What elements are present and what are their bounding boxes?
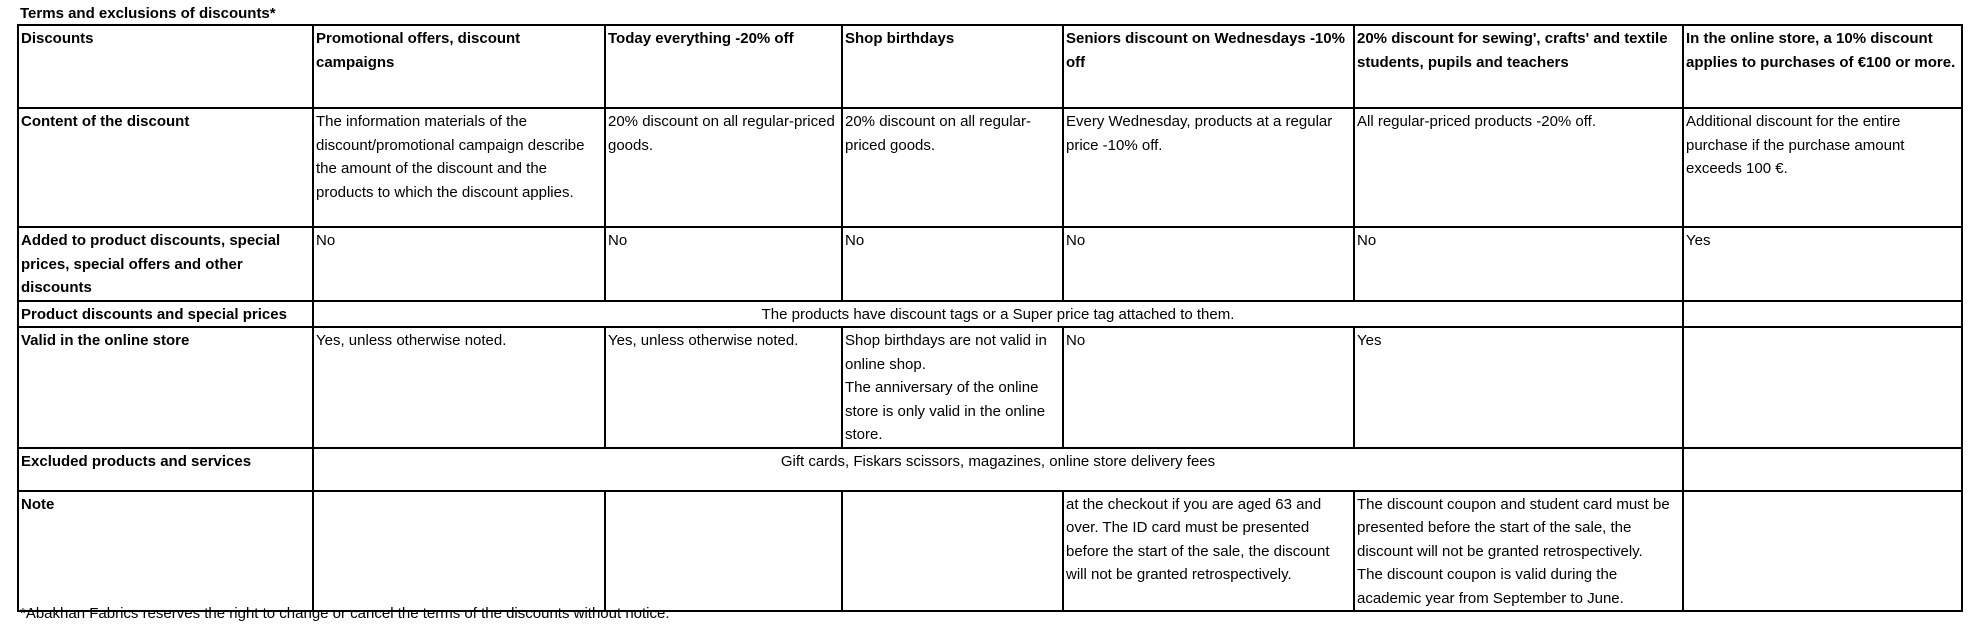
cell-note-seniors: at the checkout if you are aged 63 and over. The ID card must be presented before the start of the sale, the discount will not be granted retrospectively. <box>1063 491 1354 612</box>
header-seniors-discount: Seniors discount on Wednesdays -10% off <box>1063 25 1354 108</box>
discount-terms-table <box>17 24 1963 612</box>
cell-note-birthdays <box>842 491 1063 612</box>
footnote: *Abakhan Fabrics reserves the right to change or cancel the terms of the discounts without notice. <box>20 605 670 622</box>
header-online-store-discount: In the online store, a 10% discount applies to purchases of €100 or more. <box>1683 25 1962 108</box>
header-discounts: Discounts <box>18 25 313 108</box>
cell-online-students: Yes <box>1354 327 1683 448</box>
cell-content-promotional: The information materials of the discount/promotional campaign describe the amount of the discount and the products to which the discount applies. <box>313 108 605 227</box>
table-header-row <box>18 25 1962 108</box>
cell-online-today: Yes, unless otherwise noted. <box>605 327 842 448</box>
header-today-everything: Today everything -20% off <box>605 25 842 108</box>
cell-online-online <box>1683 327 1962 448</box>
cell-note-promotional <box>313 491 605 612</box>
page-title: Terms and exclusions of discounts* <box>20 5 276 22</box>
cell-added-online: Yes <box>1683 227 1962 301</box>
row-label-online: Valid in the online store <box>18 327 313 448</box>
cell-added-today: No <box>605 227 842 301</box>
cell-note-today <box>605 491 842 612</box>
cell-content-seniors: Every Wednesday, products at a regular price -10% off. <box>1063 108 1354 227</box>
table-row-added <box>18 227 1962 301</box>
row-label-added: Added to product discounts, special prices, special offers and other discounts <box>18 227 313 301</box>
cell-added-promotional: No <box>313 227 605 301</box>
students-note-1: The discount coupon and student card must be presented before the start of the sale, the discount will not be granted retrospectively. <box>1357 495 1670 560</box>
cell-online-seniors: No <box>1063 327 1354 448</box>
birthdays-online-note-2: The anniversary of the online store is only valid in the online store. <box>845 379 1046 443</box>
cell-added-seniors: No <box>1063 227 1354 301</box>
table-row-online <box>18 327 1962 448</box>
birthdays-online-note-1: Shop birthdays are not valid in online shop. <box>845 332 1047 373</box>
header-promotional-offers: Promotional offers, discount campaigns <box>313 25 605 108</box>
table-row-product-discounts <box>18 301 1962 328</box>
row-label-product-discounts: Product discounts and special prices <box>18 301 313 328</box>
row-label-content: Content of the discount <box>18 108 313 227</box>
cell-product-discounts-merged: The products have discount tags or a Super price tag attached to them. <box>313 301 1683 328</box>
cell-added-students: No <box>1354 227 1683 301</box>
cell-added-birthdays: No <box>842 227 1063 301</box>
cell-content-today: 20% discount on all regular-priced goods. <box>605 108 842 227</box>
table-row-note <box>18 491 1962 612</box>
cell-online-promotional: Yes, unless otherwise noted. <box>313 327 605 448</box>
cell-online-birthdays <box>842 327 1063 448</box>
row-label-excluded: Excluded products and services <box>18 448 313 491</box>
cell-content-online: Additional discount for the entire purchase if the purchase amount exceeds 100 €. <box>1683 108 1962 227</box>
cell-note-online <box>1683 491 1962 612</box>
students-note-2: The discount coupon is valid during the academic year from September to June. <box>1357 566 1624 607</box>
row-label-note: Note <box>18 491 313 612</box>
table-row-excluded <box>18 448 1962 491</box>
header-shop-birthdays: Shop birthdays <box>842 25 1063 108</box>
table-row-content <box>18 108 1962 227</box>
cell-excluded-merged: Gift cards, Fiskars scissors, magazines, online store delivery fees <box>313 448 1683 491</box>
cell-excluded-online <box>1683 448 1962 491</box>
header-students-discount: 20% discount for sewing', crafts' and textile students, pupils and teachers <box>1354 25 1683 108</box>
cell-content-students: All regular-priced products -20% off. <box>1354 108 1683 227</box>
cell-product-discounts-online <box>1683 301 1962 328</box>
cell-content-birthdays: 20% discount on all regular-priced goods. <box>842 108 1063 227</box>
cell-note-students <box>1354 491 1683 612</box>
